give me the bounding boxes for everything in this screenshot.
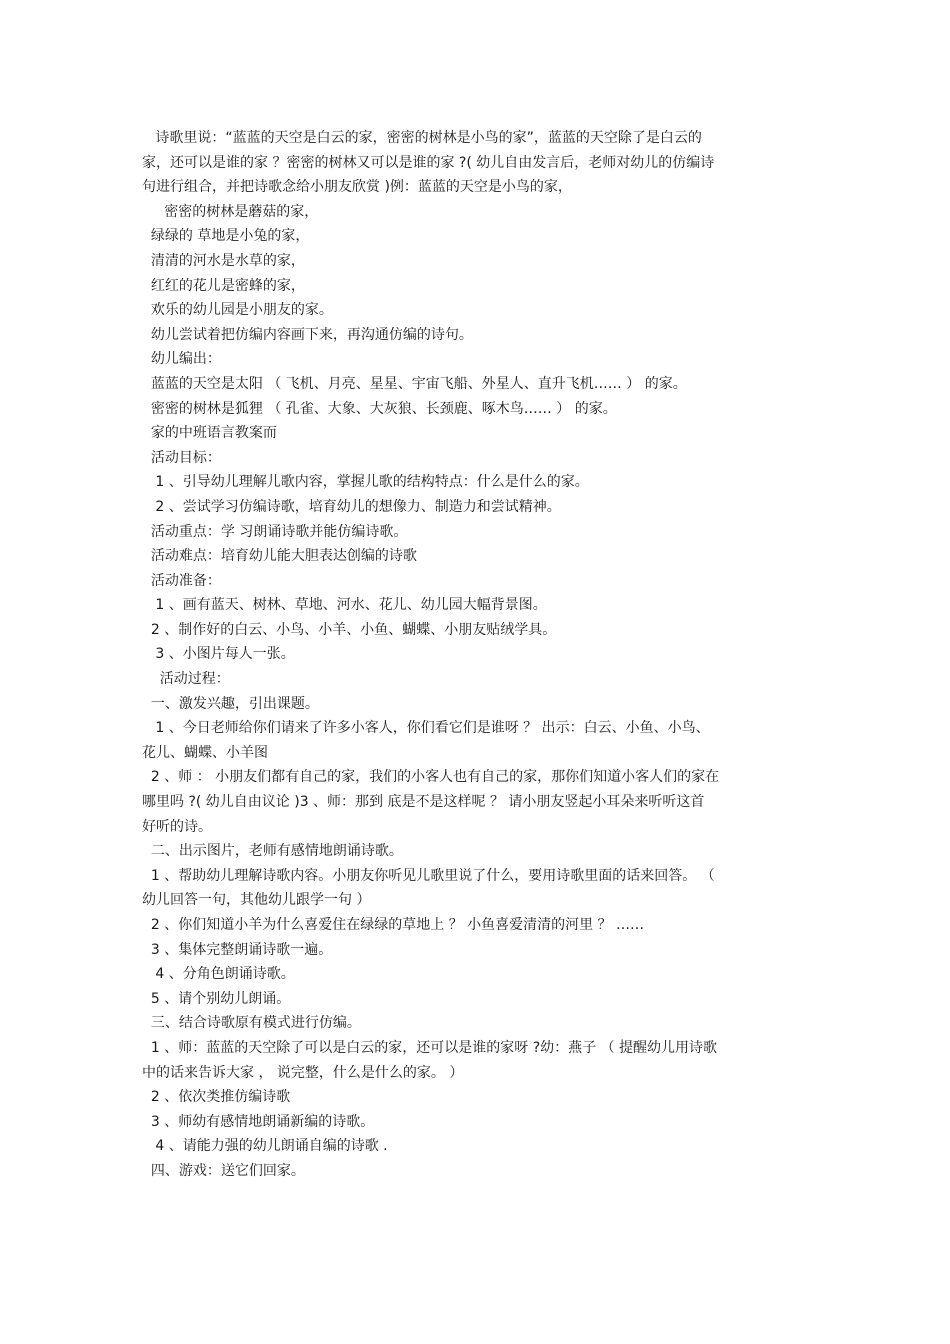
text-line: 1 、画有蓝天、树林、草地、河水、花儿、幼儿园大幅背景图。 bbox=[142, 597, 547, 614]
text-line: 一、激发兴趣，引出课题。 bbox=[142, 695, 319, 712]
text-line: 句进行组合，并把诗歌念给小朋友欣赏 )例：蓝蓝的天空是小鸟的家， bbox=[142, 179, 572, 196]
text-line: 2 、依次类推仿编诗歌 bbox=[142, 1089, 291, 1106]
text-line: 2 、制作好的白云、小鸟、小羊、小鱼、蝴蝶、小朋友贴绒学具。 bbox=[142, 621, 557, 638]
text-line: 活动过程： bbox=[142, 671, 230, 688]
text-line: 蓝蓝的天空是太阳 （ 飞机、月亮、星星、宇宙飞船、外星人、直升飞机…… ） 的家。 bbox=[142, 375, 687, 392]
text-line: 活动难点：培育幼儿能大胆表达创编的诗歌 bbox=[142, 548, 417, 565]
text-line: 活动重点：学 习朗诵诗歌并能仿编诗歌。 bbox=[142, 523, 408, 540]
text-line: 幼儿回答一句，其他幼儿跟学一句 ） bbox=[142, 892, 371, 909]
text-line: 清清的河水是水草的家， bbox=[142, 252, 305, 269]
text-line: 诗歌里说：“蓝蓝的天空是白云的家，密密的树林是小鸟的家”，蓝蓝的天空除了是白云的 bbox=[142, 130, 702, 146]
text-line: 1 、引导幼儿理解儿歌内容，掌握儿歌的结构特点：什么是什么的家。 bbox=[142, 474, 589, 491]
text-line: 家的中班语言教案而 bbox=[142, 425, 277, 442]
text-line: 红红的花儿是密蜂的家， bbox=[142, 277, 305, 294]
text-line: 幼儿尝试着把仿编内容画下来，再沟通仿编的诗句。 bbox=[142, 326, 473, 343]
text-line: 密密的树林是蘑菇的家， bbox=[142, 203, 319, 220]
text-line: 家，还可以是谁的家 ？密密的树林又可以是谁的家 ?( 幼儿自由发言后，老师对幼儿的仿编诗 bbox=[142, 154, 715, 171]
text-line: 密密的树林是狐狸 （ 孔雀、大象、大灰狼、长颈鹿、啄木鸟…… ） 的家。 bbox=[142, 400, 617, 417]
text-line: 中的话来告诉大家 ， 说完整，什么是什么的家。 ） bbox=[142, 1064, 464, 1081]
text-line: 幼儿编出： bbox=[142, 351, 221, 368]
text-line: 二、出示图片，老师有感情地朗诵诗歌。 bbox=[142, 843, 403, 860]
text-line: 好听的诗。 bbox=[142, 818, 212, 835]
text-line: 1 、师：蓝蓝的天空除了可以是白云的家，还可以是谁的家呀 ?幼：燕子 （ 提醒幼儿用诗歌 bbox=[142, 1039, 718, 1056]
text-line: 2 、你们知道小羊为什么喜爱住在绿绿的草地上 ？ 小鱼喜爱清清的河里 ？ …… bbox=[142, 917, 645, 933]
text-line: 3 、师幼有感情地朗诵新编的诗歌。 bbox=[142, 1113, 375, 1130]
text-line: 四、游戏：送它们回家。 bbox=[142, 1162, 305, 1179]
text-line: 1 、今日老师给你们请来了许多小客人，你们看它们是谁呀 ？ 出示：白云、小鱼、小鸟、 bbox=[142, 720, 710, 737]
text-line: 活动目标： bbox=[142, 449, 221, 466]
text-line: 三、结合诗歌原有模式进行仿编。 bbox=[142, 1015, 361, 1032]
document-body bbox=[142, 126, 812, 1184]
text-line: 3 、小图片每人一张。 bbox=[142, 646, 295, 663]
text-line: 5 、请个别幼儿朗诵。 bbox=[142, 990, 291, 1007]
text-line: 哪里吗 ?( 幼儿自由议论 )3 、师：那到 底是不是这样呢 ？ 请小朋友竖起小耳朵来听听这首 bbox=[142, 794, 705, 811]
text-line: 2 、师 ： 小朋友们都有自己的家，我们的小客人也有自己的家，那你们知道小客人们的家在 bbox=[142, 769, 720, 786]
text-line: 花儿、蝴蝶、小羊图 bbox=[142, 744, 268, 761]
text-line: 4 、分角色朗诵诗歌。 bbox=[142, 966, 295, 983]
text-line: 1 、帮助幼儿理解诗歌内容。小朋友你听见儿歌里说了什么，要用诗歌里面的话来回答。 （ bbox=[142, 867, 715, 884]
text-line: 欢乐的幼儿园是小朋友的家。 bbox=[142, 302, 333, 319]
text-line: 2 、尝试学习仿编诗歌，培育幼儿的想像力、制造力和尝试精神。 bbox=[142, 498, 561, 515]
text-line: 活动准备： bbox=[142, 572, 221, 589]
text-line: 4 、请能力强的幼儿朗诵自编的诗歌 . bbox=[142, 1138, 388, 1155]
text-line: 绿绿的 草地是小兔的家， bbox=[142, 228, 310, 245]
text-line: 3 、集体完整朗诵诗歌一遍。 bbox=[142, 941, 333, 958]
